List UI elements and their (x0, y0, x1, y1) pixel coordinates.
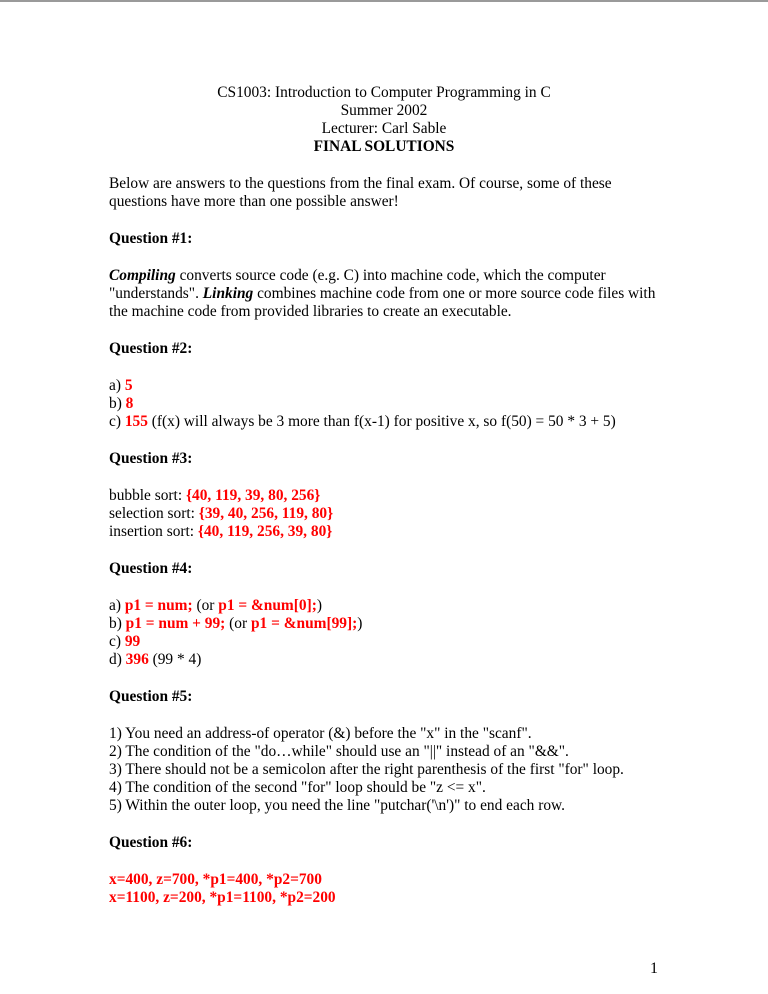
q4-b-or: (or (225, 615, 251, 632)
q5-item-1: 1) You need an address-of operator (&) before the "x" in the "scanf". (109, 725, 532, 742)
question-4-heading: Question #4: (109, 560, 193, 577)
question-3-heading: Question #3: (109, 450, 193, 467)
q4-b-label: b) (109, 615, 126, 632)
q1-line-2-text: combines machine code from one or more source code files with (253, 285, 656, 302)
q1-line-2-pre: "understands". (109, 285, 203, 302)
q6-answer-line-1: x=400, z=700, *p1=400, *p2=700 (109, 871, 322, 888)
question-5-heading: Question #5: (109, 688, 193, 705)
q4-d-value: 396 (125, 651, 149, 668)
q2-a-label: a) (109, 377, 125, 394)
q2-c-label: c) (109, 413, 125, 430)
q4-a-close: ) (316, 597, 322, 614)
q2-answer-b (109, 395, 133, 413)
question-2-heading: Question #2: (109, 340, 193, 357)
q2-c-note: (f(x) will always be 3 more than f(x-1) for positive x, so f(50) = 50 * 3 + 5) (147, 413, 616, 430)
intro-line-2: questions have more than one possible answer! (109, 193, 399, 210)
q4-b-close: ) (357, 615, 363, 632)
q4-answer-a (109, 597, 322, 615)
q4-answer-c (109, 633, 140, 651)
intro-line-1: Below are answers to the questions from the final exam. Of course, some of these (109, 175, 612, 192)
bubble-sort-label: bubble sort: (109, 487, 186, 504)
q2-a-value: 5 (124, 377, 133, 394)
q4-b-value: p1 = num + 99; (125, 615, 226, 632)
q4-b-alt: p1 = &num[99]; (250, 615, 358, 632)
q2-b-value: 8 (125, 395, 134, 412)
q4-c-value: 99 (124, 633, 141, 650)
q4-a-alt: p1 = &num[0]; (218, 597, 317, 614)
q4-a-or: (or (192, 597, 219, 614)
q2-b-label: b) (109, 395, 126, 412)
q5-item-5: 5) Within the outer loop, you need the line "putchar('\n')" to end each row. (109, 797, 565, 814)
q4-c-label: c) (109, 633, 125, 650)
q3-selection-sort (109, 505, 333, 523)
q2-c-value: 155 (124, 413, 148, 430)
question-1-heading: Question #1: (109, 230, 193, 247)
q1-line-3: the machine code from provided libraries to create an executable. (109, 303, 512, 320)
q4-a-label: a) (109, 597, 125, 614)
course-title: CS1003: Introduction to Computer Programming in C (217, 84, 551, 101)
q4-answer-b (109, 615, 362, 633)
q6-answer-line-2: x=1100, z=200, *p1=1100, *p2=200 (109, 889, 336, 906)
question-6-heading: Question #6: (109, 834, 193, 851)
selection-sort-answer: {39, 40, 256, 119, 80} (198, 505, 334, 522)
q5-item-3: 3) There should not be a semicolon after the right parenthesis of the first "for" loop. (109, 761, 624, 778)
insertion-sort-answer: {40, 119, 256, 39, 80} (197, 523, 333, 540)
bubble-sort-answer: {40, 119, 39, 80, 256} (185, 487, 321, 504)
q4-a-value: p1 = num; (124, 597, 193, 614)
linking-term: Linking (202, 285, 254, 302)
page-top-border (0, 0, 768, 2)
q4-answer-d (109, 651, 201, 669)
page-title: FINAL SOLUTIONS (313, 138, 455, 155)
q2-answer-c (109, 413, 616, 431)
q3-bubble-sort (109, 487, 320, 505)
insertion-sort-label: insertion sort: (109, 523, 198, 540)
q1-line-2 (109, 285, 655, 303)
term: Summer 2002 (340, 102, 428, 119)
compiling-term: Compiling (109, 267, 176, 284)
q3-insertion-sort (109, 523, 332, 541)
q1-line-1-text: converts source code (e.g. C) into machine code, which the computer (175, 267, 606, 284)
q2-answer-a (109, 377, 133, 395)
q4-d-note: (99 * 4) (148, 651, 202, 668)
selection-sort-label: selection sort: (109, 505, 199, 522)
q4-d-label: d) (109, 651, 126, 668)
q5-item-2: 2) The condition of the "do…while" should use an "||" instead of an "&&". (109, 743, 569, 760)
lecturer: Lecturer: Carl Sable (321, 120, 447, 137)
page-number: 1 (650, 960, 658, 977)
q5-item-4: 4) The condition of the second "for" loop should be "z <= x". (109, 779, 486, 796)
q1-line-1 (109, 267, 606, 285)
